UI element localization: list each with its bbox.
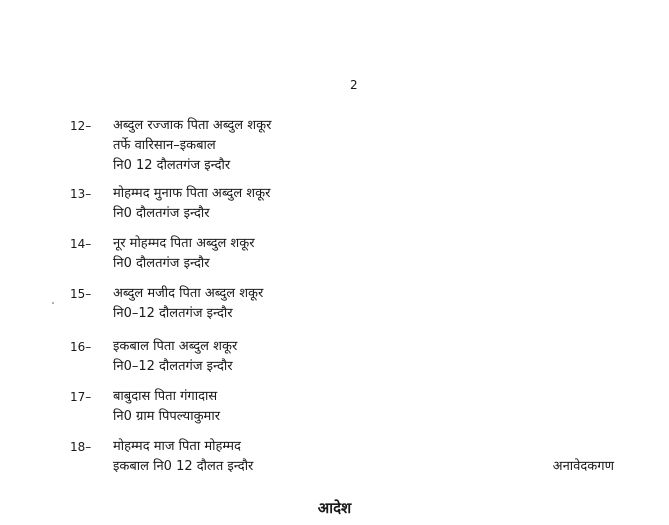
entry-text xyxy=(113,337,237,377)
entry-number: 13– xyxy=(70,187,92,201)
entry-line: नि0–12 दौलतगंज इन्दौर xyxy=(113,359,233,374)
entry-text xyxy=(113,234,255,274)
entry-line: नि0 ग्राम पिपल्याकुमार xyxy=(113,409,221,424)
entry-text xyxy=(113,284,263,324)
entry-line: नूर मोहम्मद पिता अब्दुल शकूर xyxy=(113,236,255,251)
entry-line: बाबुदास पिता गंगादास xyxy=(113,389,218,404)
entry-text xyxy=(113,116,271,176)
entry-line: इकबाल पिता अब्दुल शकूर xyxy=(113,339,238,354)
entry-number: 12– xyxy=(70,119,92,133)
entry-line: नि0–12 दौलतगंज इन्दौर xyxy=(113,306,233,321)
order-heading: आदेश xyxy=(317,499,352,517)
entry-number: 16– xyxy=(70,340,92,354)
entry-line: नि0 दौलतगंज इन्दौर xyxy=(113,206,210,221)
entry-number: 17– xyxy=(70,390,92,404)
entry-line: अब्दुल रज्जाक पिता अब्दुल शकूर xyxy=(113,118,272,133)
entry-line: तर्फे वारिसान–इकबाल xyxy=(113,138,216,153)
scan-speck xyxy=(52,302,54,304)
entry-text xyxy=(113,437,253,477)
entry-number: 15– xyxy=(70,287,92,301)
entry-line: मोहम्मद माज पिता मोहम्मद xyxy=(113,439,241,454)
entry-text xyxy=(113,387,220,427)
entry-line: इकबाल नि0 12 दौलत इन्दौर xyxy=(113,459,254,474)
entry-line: अब्दुल मजीद पिता अब्दुल शकूर xyxy=(113,286,264,301)
entry-text xyxy=(113,184,270,224)
party-label: अनावेदकगण xyxy=(552,459,614,474)
entry-number: 18– xyxy=(70,440,92,454)
entry-line: नि0 दौलतगंज इन्दौर xyxy=(113,256,210,271)
page-number: 2 xyxy=(350,78,358,92)
entry-line: मोहम्मद मुनाफ पिता अब्दुल शकूर xyxy=(113,186,271,201)
entry-number: 14– xyxy=(70,237,92,251)
entry-line: नि0 12 दौलतगंज इन्दौर xyxy=(113,158,231,173)
